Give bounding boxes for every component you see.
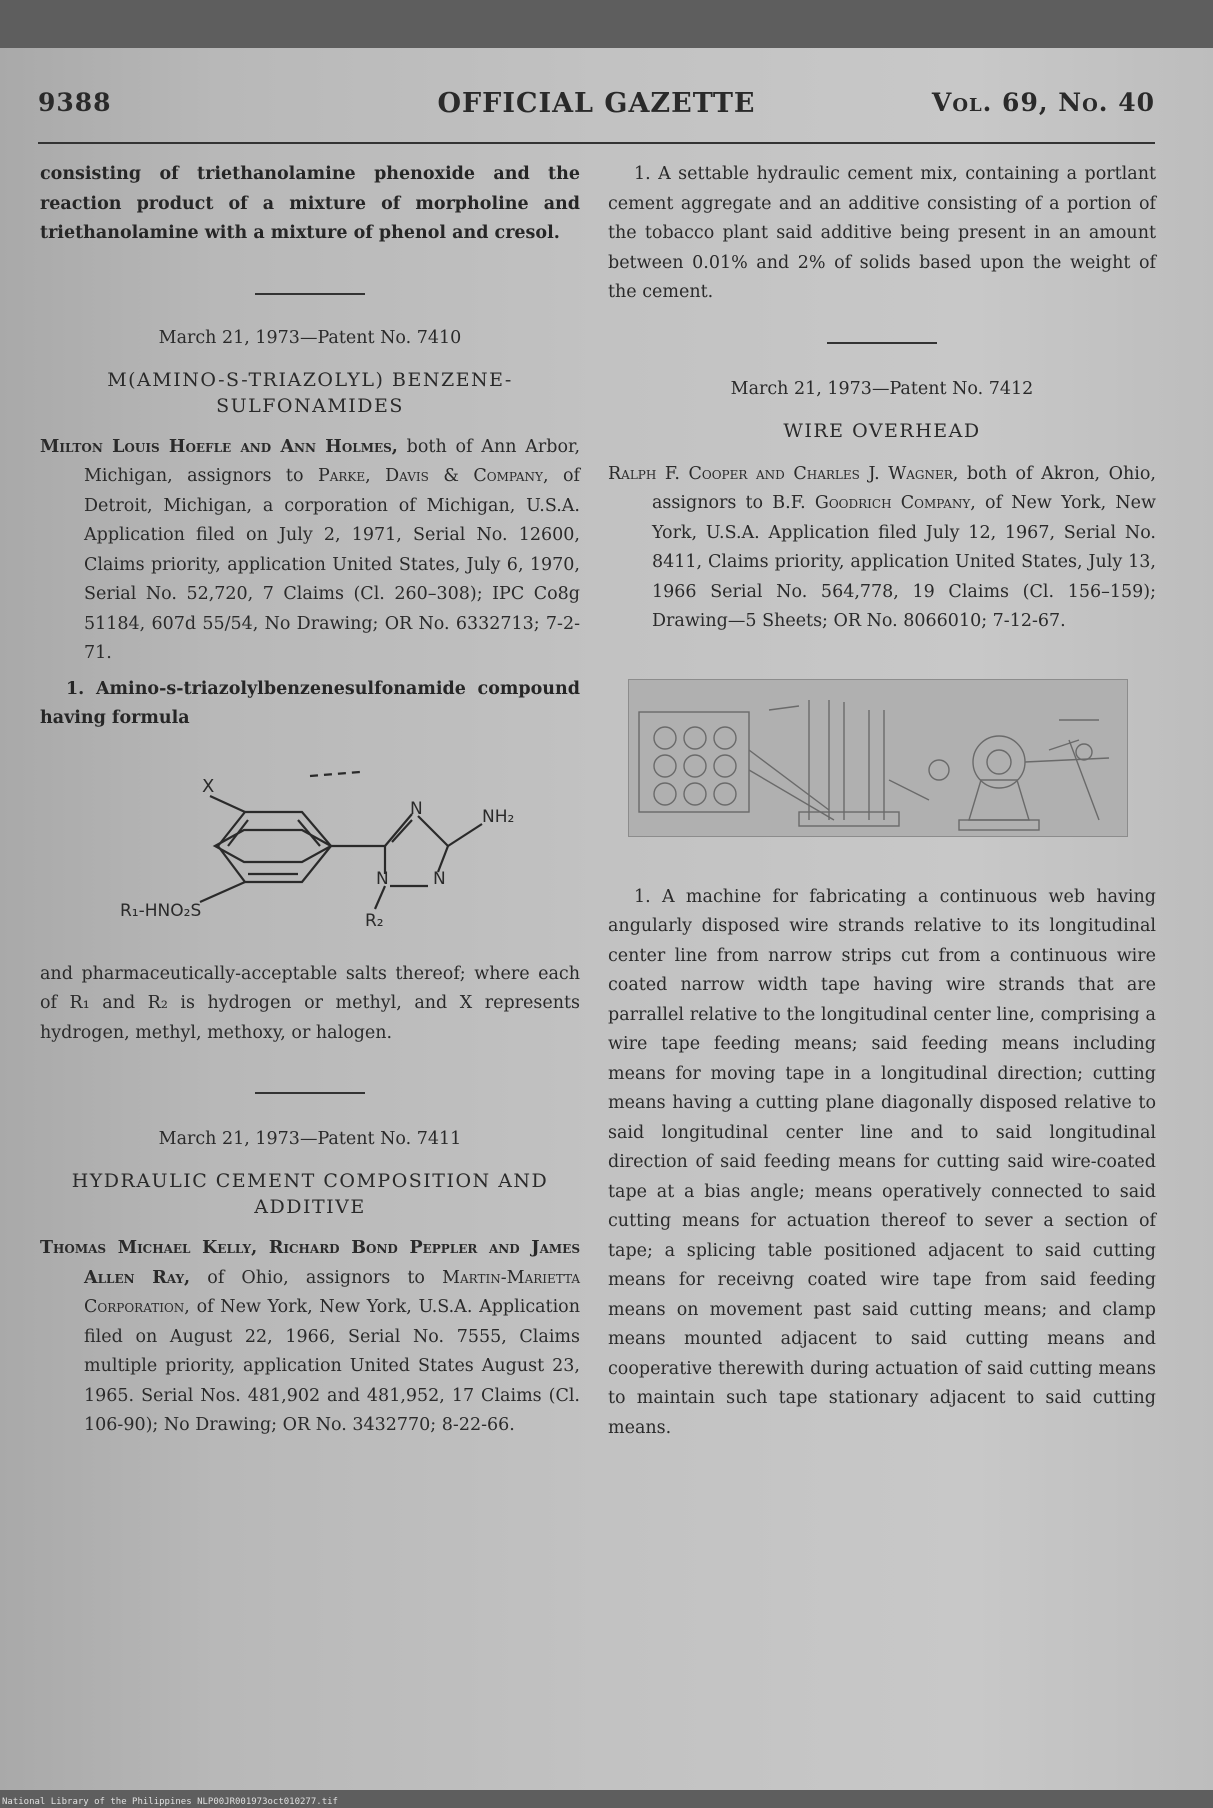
patent-7412-text2: of New York, New York, U.S.A. Application filed July 12, 1967, Serial No. 8411, Claims priority, application United States, July 13, 1966 Serial No. 564,778, 19 Claims (Cl. 156–159); Drawing—5 Sheets; OR No. 8066010; 7-12-67. xyxy=(652,493,1156,631)
patent-7410-claim-rest: and pharmaceutically-acceptable salts thereof; where each of R₁ and R₂ is hydrogen or methyl, and X represents hydrogen, methyl, methoxy, or halogen. xyxy=(40,963,580,1043)
formula-n-top: N xyxy=(410,798,423,819)
formula-drawing xyxy=(40,734,580,966)
formula-sulfonyl-label: R₁-HNO₂S xyxy=(120,900,202,921)
page-header xyxy=(38,88,1155,128)
chemical-formula xyxy=(40,734,580,966)
scan-footer: National Library of the Philippines NLP00JR001973oct010277.tif xyxy=(2,1797,338,1807)
patent-7411-inventors: Thomas Michael Kelly, Richard Bond Peppler and James Allen Ray, xyxy=(40,1238,580,1288)
formula-n-right: N xyxy=(433,868,446,889)
volume-number: Vol. 69, No. 40 xyxy=(931,88,1155,117)
patent-7410-inventors: Milton Louis Hoefle and Ann Holmes, xyxy=(40,436,398,457)
patent-7410-date: March 21, 1973—Patent No. 7410 xyxy=(158,327,462,348)
patent-7412-claim: 1. A machine for fabricating a continuous web having angularly disposed wire strands relative to its longitudinal center line from narrow strips cut from a continuous wire coated narrow width tape having wire strands that are parrallel relative to the longitudinal center line, comprising a wire tape feeding means; said feeding means including means for moving tape in a longitudinal direction; cutting means having a cutting plane diagonally disposed relative to said longitudinal center line and to said longitudinal direction of said feeding means for cutting said wire-coated tape at a bias angle; means operatively connected to said cutting means for actuation thereof to sever a section of tape; a splicing table positioned adjacent to said cutting means for receivng coated wire tape from said feeding means on movement past said cutting means; and clamp means mounted adjacent to said cutting means and cooperative therewith during actuation of said cutting means to maintain such tape stationary adjacent to said cutting means. xyxy=(608,886,1156,1438)
patent-7410-title: M(AMINO-S-TRIAZOLYL) BENZENE-SULFONAMIDES xyxy=(107,368,513,417)
formula-r2-label: R₂ xyxy=(365,910,384,931)
patent-7412-text1: both of Akron, Ohio, assignors to xyxy=(652,463,1156,513)
gazette-page xyxy=(0,48,1213,1790)
patent-7412-inventors: Ralph F. Cooper and Charles J. Wagner, xyxy=(608,463,959,484)
patent-7411-text1: of Ohio, assignors to xyxy=(190,1267,443,1288)
patent-7412-date: March 21, 1973—Patent No. 7412 xyxy=(730,378,1034,399)
patent-7410-abstract xyxy=(40,433,580,669)
patent-7410-claim-intro: 1. Amino-s-triazolylbenzenesulfonamide compound having formula xyxy=(40,678,580,728)
page-number: 9388 xyxy=(38,88,112,117)
patent-7411-text2: of New York, New York, U.S.A. Application filed on August 22, 1966, Serial No. 7555, Claims multiple priority, application United States August 23, 1965. Serial Nos. 481,902 and 481,952, 17 Claims (Cl. 106-90); No Drawing; OR No. 3432770; 8-22-66. xyxy=(84,1297,580,1435)
formula-x-label: X xyxy=(202,775,215,797)
machine-drawing xyxy=(628,679,1128,837)
patent-7411-date: March 21, 1973—Patent No. 7411 xyxy=(158,1129,462,1149)
left-column xyxy=(40,160,580,1441)
patent-7410-text1: both of Ann Arbor, Michigan, assignors to xyxy=(84,436,581,486)
formula-n-left: N xyxy=(376,868,389,889)
patent-7411-claim: 1. A settable hydraulic cement mix, containing a portlant cement aggregate and an additive consisting of a portion of the tobacco plant said additive being present in an amount between 0.01% and 2% of solids based upon the weight of the cement. xyxy=(608,164,1156,302)
patent-7412-abstract xyxy=(608,460,1156,637)
masthead-title: OFFICIAL GAZETTE xyxy=(437,88,756,119)
machine-sketch xyxy=(629,680,1127,836)
patent-7411-abstract xyxy=(40,1234,580,1441)
formula-nh2-label: NH₂ xyxy=(482,806,515,827)
patent-7412-assignee: B.F. Goodrich Company, xyxy=(772,493,976,513)
patent-7410-assignee: Parke, Davis & Company, xyxy=(317,466,549,486)
right-column xyxy=(608,160,1156,1443)
patent-7411-assignee: Martin-Marietta Corporation, xyxy=(84,1267,581,1317)
patent-7411-title: HYDRAULIC CEMENT COMPOSITION AND ADDITIVE xyxy=(71,1170,549,1218)
header-rule xyxy=(38,142,1155,144)
intro-paragraph: consisting of triethanolamine phenoxide and the reaction product of a mixture of morpholine and triethanolamine with a mixture of phenol and cresol. xyxy=(40,164,580,243)
patent-7410-text2: of Detroit, Michigan, a corporation of Michigan, U.S.A. Application filed on July 2, 1971, Serial No. 12600, Claims priority, application United States, July 6, 1970, Serial No. 52,720, 7 Claims (Cl. 260–308); IPC Co8g 51184, 607d 55/54, No Drawing; OR No. 6332713; 7-2-71. xyxy=(84,466,580,663)
patent-7412-title: WIRE OVERHEAD xyxy=(783,419,981,442)
